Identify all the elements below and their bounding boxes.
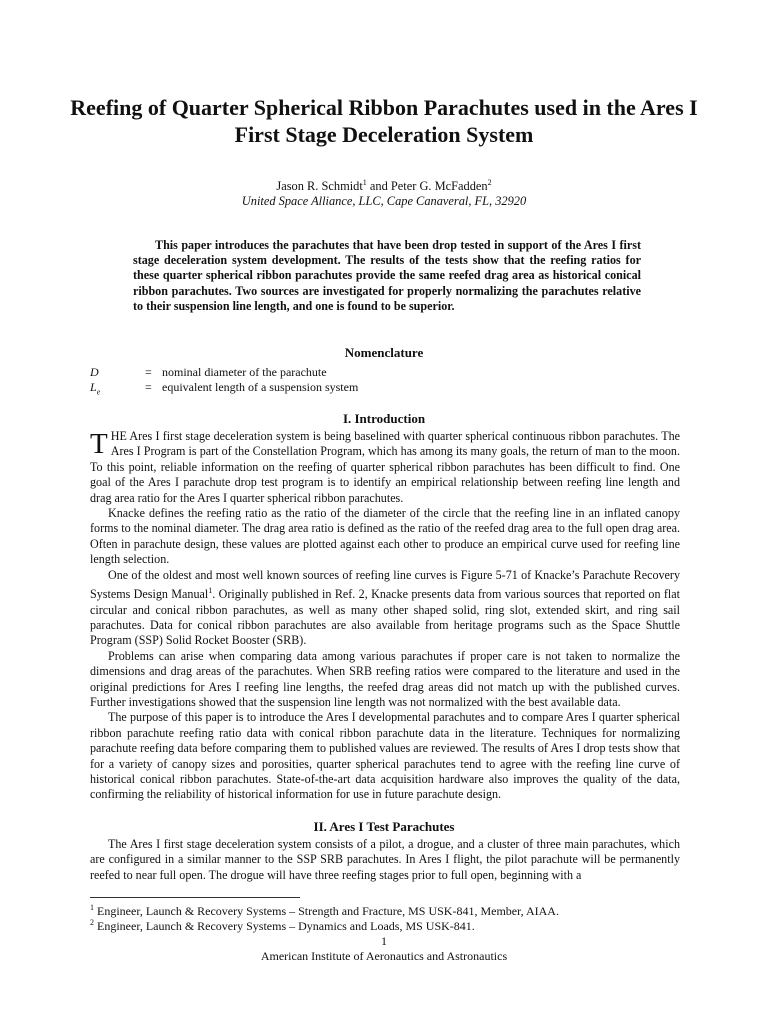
nomenclature-equals: = bbox=[145, 365, 152, 379]
author-conjunction: and bbox=[366, 179, 391, 194]
introduction-body bbox=[90, 429, 680, 803]
nomenclature-definition: equivalent length of a suspension system bbox=[162, 380, 359, 394]
paragraph-text: One of the oldest and most well known sources of reefing line curves is Figure 5-71 of Knacke’s Parachute Recovery Systems Design Manual bbox=[90, 567, 680, 602]
paragraph-text: . Originally published in Ref. 2, Knacke presents data from various sources that reported on flat circular and conical ribbon parachutes, as well as many other shaped solid, ring slot, extended skirt, and ring sail parachutes. Data for conical ribbon parachutes are also available from heritage programs such as the Space Shuttle Program (SSP) Solid Rocket Booster (SRB). bbox=[90, 587, 680, 648]
symbol-subscript: e bbox=[96, 387, 101, 397]
author-2-mark: 2 bbox=[487, 178, 492, 187]
footnote-mark: 1 bbox=[90, 903, 94, 912]
paper-title: Reefing of Quarter Spherical Ribbon Parachutes used in the Ares I First Stage Deceleration System bbox=[70, 95, 698, 147]
footnote-rule bbox=[90, 897, 300, 898]
footnote bbox=[90, 903, 559, 919]
nomenclature-heading: Nomenclature bbox=[344, 345, 424, 360]
nomenclature-equals: = bbox=[145, 380, 152, 394]
author-1-mark: 1 bbox=[362, 178, 367, 187]
footnote-text: Engineer, Launch & Recovery Systems – Dynamics and Loads, MS USK-841. bbox=[94, 919, 475, 933]
paragraph bbox=[90, 429, 680, 506]
page-number: 1 bbox=[381, 934, 387, 948]
drop-cap: T bbox=[90, 428, 108, 460]
section-2-heading: II. Ares I Test Parachutes bbox=[313, 819, 455, 834]
paragraph-text: HE Ares I first stage deceleration system is being baselined with quarter spherical continuous ribbon parachutes. The Ares I Program is part of the Constellation Program, which has among its many goals, the return of man to the moon. To this point, reliable information on the reefing of quarter spherical ribbon parachutes has been difficult to find. One goal of the Ares I parachute drop test program is to identify an empirical relationship between reefing line length and drag area ratio for the Ares I quarter spherical ribbon parachutes. bbox=[90, 429, 680, 505]
reference-mark: 1 bbox=[208, 586, 213, 596]
paragraph: The purpose of this paper is to introduce the Ares I developmental parachutes and to compare Ares I quarter spherical ribbon parachute reefing ratio data with conical ribbon parachute data in the literature. Techniques for normalizing parachute reefing data before comparing them to published values are reviewed. The results of Ares I drop tests show that for a variety of canopy sizes and porosities, quarter spherical parachutes tend to agree with the reefing line curve of historical conical ribbon parachutes. State-of-the-art data acquisition hardware also improves the quality of the data, confirming the reliability of historical information for use in future parachute design. bbox=[90, 710, 680, 802]
author-1: Jason R. Schmidt bbox=[276, 179, 363, 194]
introduction-heading: I. Introduction bbox=[342, 411, 426, 426]
paragraph: The Ares I first stage deceleration system consists of a pilot, a drogue, and a cluster of three main parachutes, which are configured in a similar manner to the SSP SRB parachutes. In Ares I flight, the pilot parachute will be permanently reefed to near full open. The drogue will have three reefing stages prior to full open, beginning with a bbox=[90, 837, 680, 882]
page-footer: American Institute of Aeronautics and Astronautics bbox=[260, 949, 508, 963]
paragraph: Knacke defines the reefing ratio as the ratio of the diameter of the circle that the reefing line in an inflated canopy forms to the nominal diameter. The drag area ratio is defined as the ratio of the reefed drag area to the full open drag area. Often in parachute design, these values are plotted against each other to produce an empirical curve used for reefing line length selection. bbox=[90, 506, 680, 567]
footnote bbox=[90, 918, 475, 934]
author-2: Peter G. McFadden bbox=[390, 179, 488, 194]
affiliation: United Space Alliance, LLC, Cape Canaveral, FL, 32920 bbox=[241, 194, 527, 208]
author-line bbox=[60, 178, 708, 194]
nomenclature-symbol: $L_e$ bbox=[90, 380, 101, 397]
abstract: This paper introduces the parachutes that have been drop tested in support of the Ares I first stage deceleration system development. The results of the tests show that the reefing ratios for these quarter spherical ribbon parachutes provide the same reefed drag area as historical conical ribbon parachutes. Two sources are investigated for properly normalizing the parachutes relative to their suspension line length, and one is found to be superior. bbox=[133, 238, 641, 313]
nomenclature-symbol: D bbox=[90, 365, 99, 379]
footnote-mark: 2 bbox=[90, 918, 94, 927]
nomenclature-definition: nominal diameter of the parachute bbox=[162, 365, 327, 379]
paragraph: Problems can arise when comparing data among various parachutes if proper care is not taken to normalize the dimensions and drag areas of the parachutes. When SRB reefing ratios were compared to the literature and used in the original predictions for Ares I reefing line lengths, the reefed drag areas did not match up with the published curves. Further investigations showed that the suspension line length was not normalized with the best available data. bbox=[90, 648, 680, 709]
section-2-body bbox=[90, 837, 680, 883]
paragraph bbox=[90, 568, 680, 649]
footnote-text: Engineer, Launch & Recovery Systems – Strength and Fracture, MS USK-841, Member, AIAA. bbox=[94, 904, 559, 918]
